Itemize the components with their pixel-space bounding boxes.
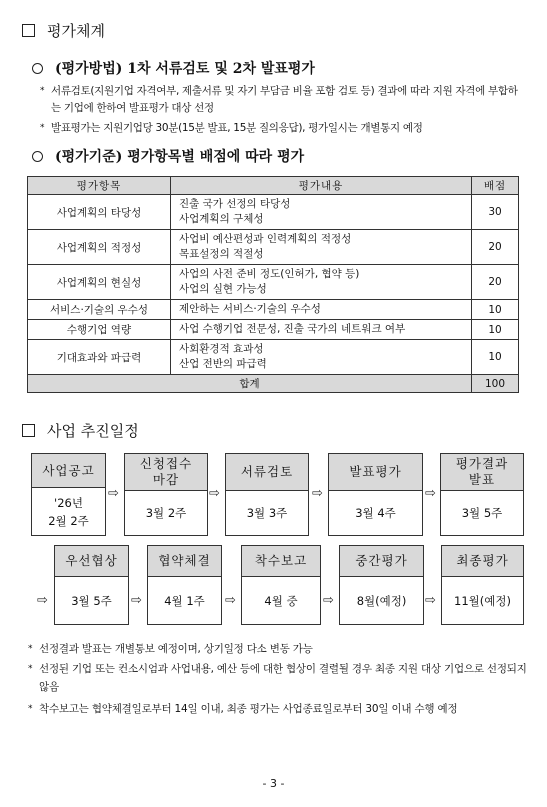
section-title-text: 평가체계	[47, 22, 105, 40]
criteria-item: 사업계획의 적정성	[28, 230, 171, 265]
schedule-step-box	[124, 453, 208, 536]
criteria-content	[171, 265, 472, 300]
section-title-text: 사업 추진일정	[47, 422, 139, 440]
step-date: 4월 중	[264, 593, 298, 608]
method-bullet	[40, 83, 525, 117]
section-title-evaluation	[22, 20, 105, 41]
evaluation-criteria-table	[27, 176, 519, 393]
criteria-content	[171, 340, 472, 375]
arrow-right-icon: ⇨	[323, 593, 334, 608]
content-line: 사회환경적 효과성	[179, 343, 264, 355]
schedule-step-box	[339, 545, 424, 625]
criteria-item: 사업계획의 타당성	[28, 195, 171, 230]
step-date: 8월(예정)	[356, 593, 407, 608]
schedule-note-text: 착수보고는 협약체결일로부터 14일 이내, 최종 평가는 사업종료일로부터 30일 이내 수행 예정	[39, 703, 458, 715]
step-date: 11월(예정)	[454, 593, 511, 608]
header-content: 평가내용	[171, 177, 472, 195]
criteria-score: 10	[472, 300, 519, 320]
step-name: 착수보고	[242, 546, 320, 577]
schedule-note-text: 선정된 기업 또는 컨소시엄과 사업내용, 예산 등에 대한 협상이 결렬될 경우 최종 지원 대상 기업으로 선정되지 않음	[39, 663, 527, 693]
circle-bullet-icon	[32, 151, 43, 162]
arrow-right-icon: ⇨	[209, 486, 220, 501]
content-line: 산업 전반의 파급력	[179, 358, 267, 370]
arrow-right-icon: ⇨	[131, 593, 142, 608]
arrow-right-icon: ⇨	[425, 486, 436, 501]
criteria-score: 20	[472, 230, 519, 265]
schedule-step-box	[441, 545, 524, 625]
step-name: 최종평가	[442, 546, 523, 577]
arrow-right-icon: ⇨	[425, 593, 436, 608]
arrow-right-icon: ⇨	[108, 486, 119, 501]
table-row	[28, 195, 519, 230]
step-name: 신청접수 마감	[125, 454, 207, 491]
schedule-step-box	[328, 453, 423, 536]
table-header-row	[28, 177, 519, 195]
criteria-content: 사업 수행기업 전문성, 진출 국가의 네트워크 여부	[171, 320, 472, 340]
total-row	[28, 375, 519, 393]
asterisk-icon: *	[40, 86, 45, 96]
step-date: 4월 1주	[164, 593, 205, 608]
schedule-note-text: 선정결과 발표는 개별통보 예정이며, 상기일정 다소 변동 가능	[39, 643, 313, 655]
criteria-score: 10	[472, 320, 519, 340]
schedule-note	[28, 700, 528, 718]
schedule-step-box	[241, 545, 321, 625]
content-line: 사업계획의 구체성	[179, 213, 264, 225]
asterisk-icon: *	[40, 123, 45, 133]
criteria-item: 수행기업 역량	[28, 320, 171, 340]
step-name: 서류검토	[226, 454, 308, 491]
step-date: 3월 5주	[71, 593, 112, 608]
section-title-schedule	[22, 420, 139, 441]
asterisk-icon: *	[28, 704, 33, 714]
criteria-item: 기대효과와 파급력	[28, 340, 171, 375]
total-score: 100	[472, 375, 519, 393]
method-bullet-text: 발표평가는 지원기업당 30분(15분 발표, 15분 질의응답), 평가일시는 개별통지 예정	[51, 122, 423, 134]
asterisk-icon: *	[28, 644, 33, 654]
criteria-content	[171, 195, 472, 230]
step-date: '26년 2월 2주	[48, 495, 89, 528]
schedule-step-box	[440, 453, 524, 536]
method-bullet	[40, 120, 525, 137]
criteria-score: 20	[472, 265, 519, 300]
step-name: 중간평가	[340, 546, 423, 577]
page-number: - 3 -	[262, 777, 285, 790]
square-bullet-icon	[22, 424, 35, 437]
square-bullet-icon	[22, 24, 35, 37]
asterisk-icon: *	[28, 664, 33, 674]
step-date: 3월 5주	[461, 506, 503, 520]
criteria-score: 30	[472, 195, 519, 230]
header-score: 배점	[472, 177, 519, 195]
criteria-content	[171, 230, 472, 265]
criteria-heading-text: (평가기준) 평가항목별 배점에 따라 평가	[55, 149, 305, 165]
step-name: 발표평가	[329, 454, 422, 491]
arrow-right-icon: ⇨	[37, 593, 48, 608]
table-row	[28, 230, 519, 265]
step-date: 3월 3주	[246, 506, 288, 520]
table-row	[28, 300, 519, 320]
schedule-note	[28, 640, 528, 658]
schedule-step-box	[54, 545, 129, 625]
schedule-step-box	[31, 453, 106, 536]
step-name: 평가결과 발표	[441, 454, 523, 491]
schedule-step-box	[225, 453, 309, 536]
method-bullet-text: 서류검토(지원기업 자격여부, 제출서류 및 자기 부담금 비율 포함 검토 등) 결과에 따라 지원 자격에 부합하는 기업에 한하여 발표평가 대상 선정	[51, 85, 518, 114]
method-heading-text: (평가방법) 1차 서류검토 및 2차 발표평가	[55, 61, 315, 77]
table-row	[28, 340, 519, 375]
table-row	[28, 265, 519, 300]
content-line: 진출 국가 선정의 타당성	[179, 198, 291, 210]
header-item: 평가항목	[28, 177, 171, 195]
criteria-item: 서비스·기술의 우수성	[28, 300, 171, 320]
content-line: 사업의 사전 준비 정도(인허가, 협약 등)	[179, 268, 360, 280]
schedule-note	[28, 660, 528, 696]
content-line: 목표설정의 적절성	[179, 248, 264, 260]
criteria-content: 제안하는 서비스·기술의 우수성	[171, 300, 472, 320]
criteria-item: 사업계획의 현실성	[28, 265, 171, 300]
content-line: 사업비 예산편성과 인력계획의 적정성	[179, 233, 352, 245]
criteria-score: 10	[472, 340, 519, 375]
content-line: 사업의 실현 가능성	[179, 283, 267, 295]
circle-bullet-icon	[32, 63, 43, 74]
step-name: 협약체결	[148, 546, 221, 577]
method-heading	[32, 58, 315, 78]
arrow-right-icon: ⇨	[312, 486, 323, 501]
schedule-step-box	[147, 545, 222, 625]
step-name: 사업공고	[32, 454, 105, 488]
arrow-right-icon: ⇨	[225, 593, 236, 608]
step-name: 우선협상	[55, 546, 128, 577]
total-label: 합계	[28, 375, 472, 393]
criteria-heading	[32, 146, 304, 166]
step-date: 3월 2주	[145, 506, 187, 520]
table-row	[28, 320, 519, 340]
step-date: 3월 4주	[355, 506, 396, 520]
